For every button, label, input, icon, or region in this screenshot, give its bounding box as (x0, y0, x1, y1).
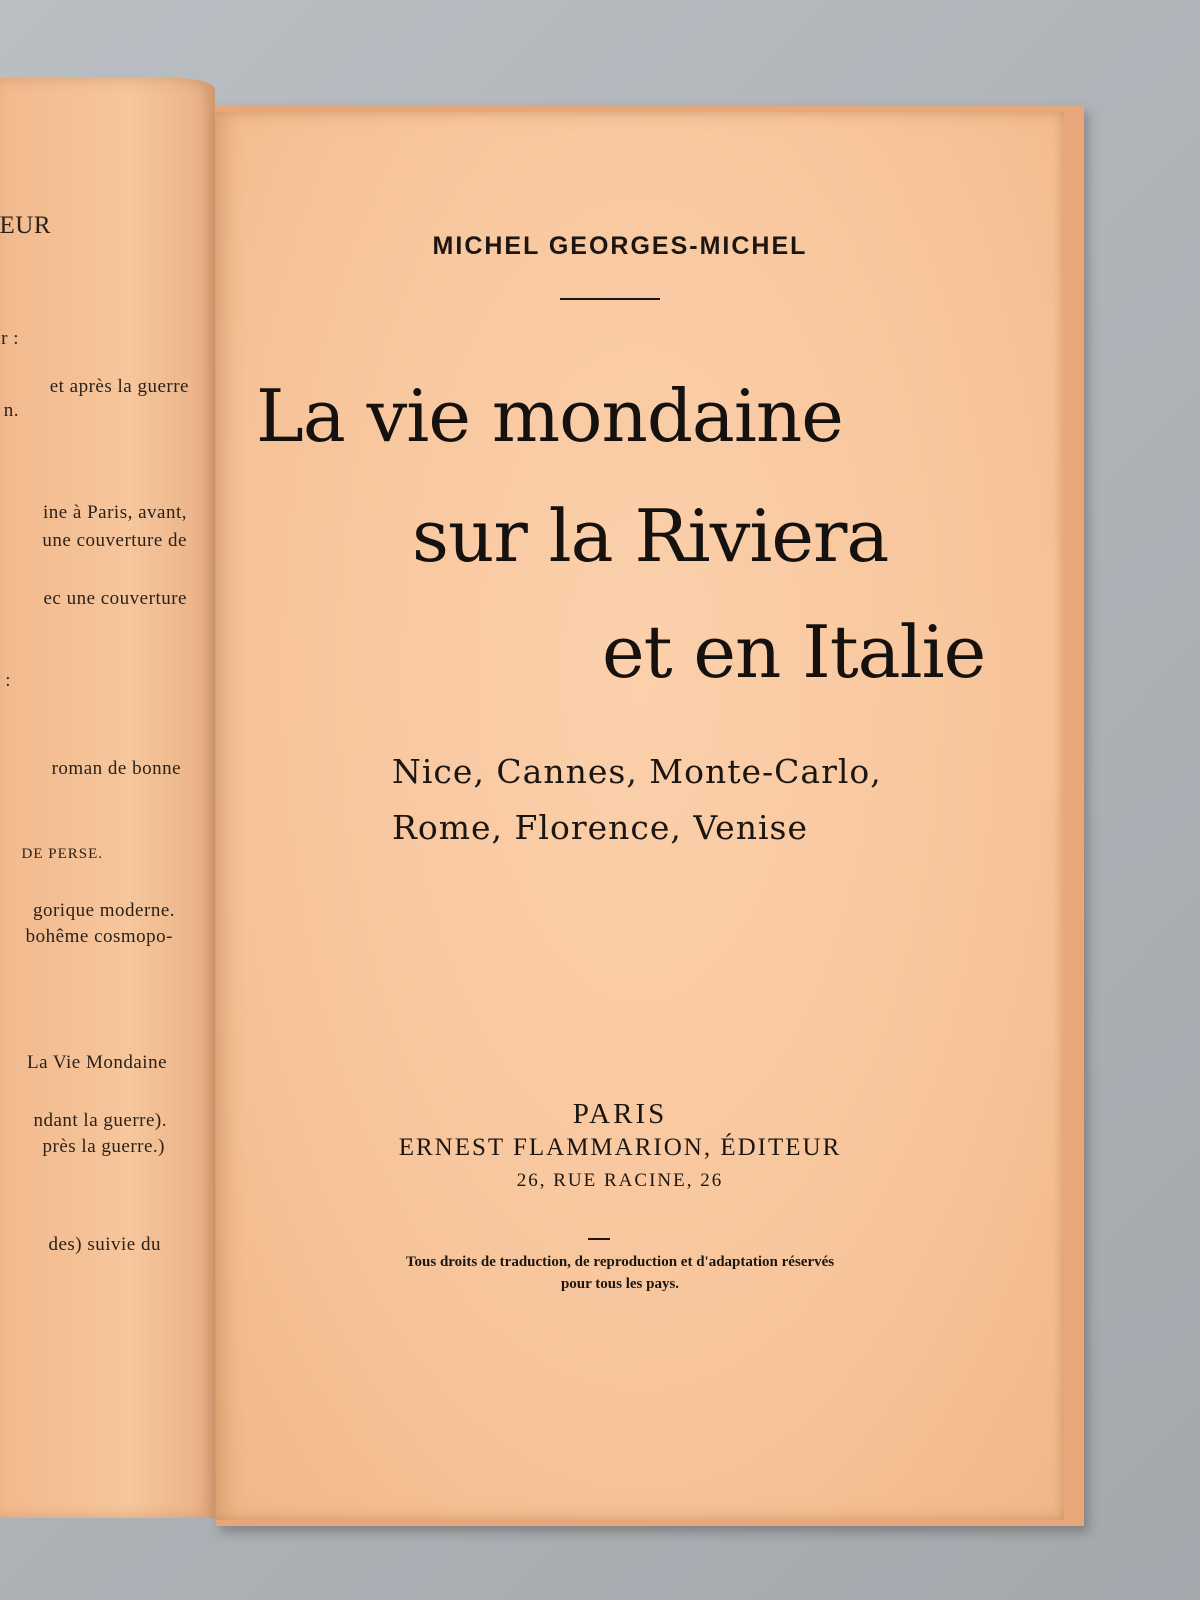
facing-page (0, 78, 215, 1518)
rights-notice-line-1: Tous droits de traduction, de reproduction et d'adaptation réservés (405, 1254, 835, 1270)
left-page-line: n. (3, 400, 19, 421)
subtitle-places-line-1: Nice, Cannes, Monte-Carlo, (392, 752, 882, 791)
left-page-line: bohême cosmopo- (25, 926, 173, 947)
left-page-line: La Vie Mondaine (26, 1052, 167, 1073)
left-page-line: r : (1, 328, 19, 349)
title-page (216, 112, 1064, 1520)
left-page-line: roman de bonne (51, 758, 181, 779)
book-title-line-1: La vie mondaine (256, 374, 843, 458)
left-page-line: DE PERSE. (21, 846, 103, 862)
divider-rule (560, 298, 660, 300)
left-page-line: et après la guerre (49, 376, 189, 397)
left-page-line: près la guerre.) (42, 1136, 165, 1157)
left-page-line: gorique moderne. (32, 900, 175, 921)
left-page-line: ine à Paris, avant, (42, 502, 187, 523)
left-page-line: EUR (0, 212, 51, 239)
author-name: MICHEL GEORGES-MICHEL (432, 232, 808, 260)
left-page-line: une couverture de (42, 530, 187, 551)
left-page-line: ndant la guerre). (33, 1110, 167, 1131)
divider-rule-small (588, 1238, 610, 1240)
left-page-line: ec une couverture (43, 588, 187, 609)
book-title-line-3: et en Italie (602, 610, 986, 694)
subtitle-places-line-2: Rome, Florence, Venise (392, 808, 808, 847)
publication-city: PARIS (572, 1098, 668, 1130)
book-title-line-2: sur la Riviera (412, 494, 889, 578)
left-page-line: : (5, 670, 11, 691)
rights-notice-line-2: pour tous les pays. (560, 1276, 680, 1292)
left-page-line: des) suivie du (48, 1234, 161, 1255)
publisher-address: 26, RUE RACINE, 26 (516, 1170, 724, 1191)
publisher-name: ERNEST FLAMMARION, ÉDITEUR (398, 1134, 842, 1161)
